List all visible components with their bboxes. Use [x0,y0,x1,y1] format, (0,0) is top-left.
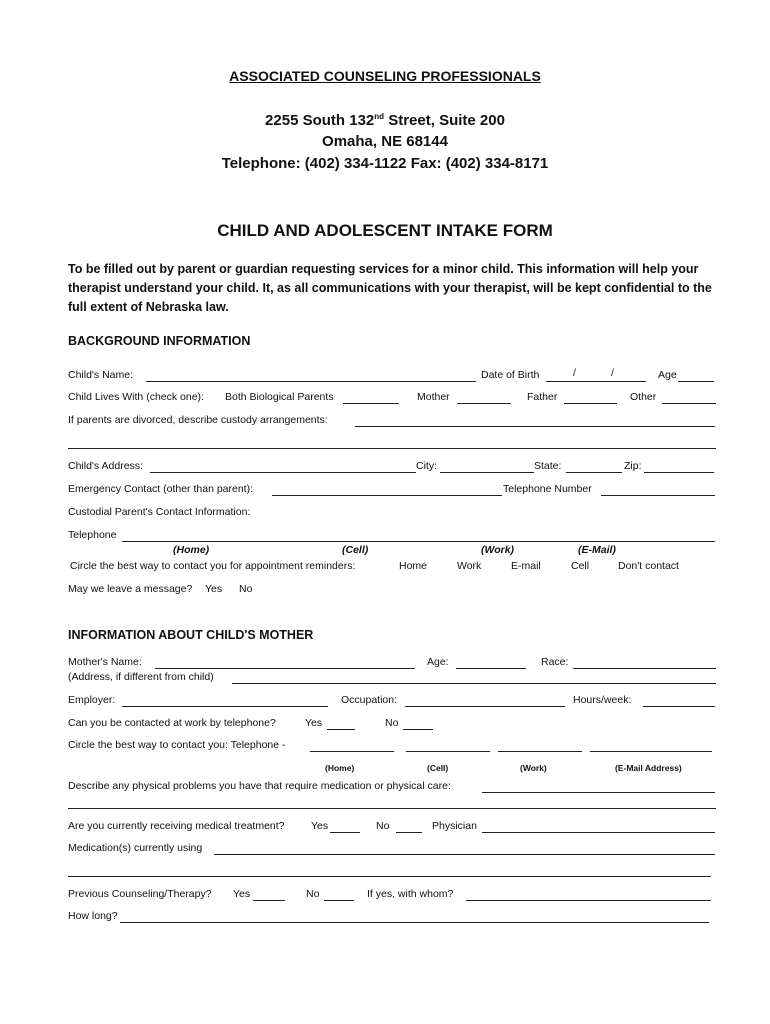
employer-field[interactable] [122,706,328,707]
mother-heading: INFORMATION ABOUT CHILD'S MOTHER [68,628,314,642]
medical-no-field[interactable] [396,832,422,833]
contact-work-no-field[interactable] [403,729,433,730]
contact-email-caption: (E-Mail Address) [615,763,682,773]
counseling-yes-field[interactable] [253,900,285,901]
contact-cell-field[interactable] [406,751,490,752]
medical-yes-field[interactable] [330,832,360,833]
work-caption: (Work) [481,544,515,556]
medical-yes-label: Yes [311,820,329,832]
mother-age-field[interactable] [456,668,526,669]
option-cell[interactable]: Cell [571,560,590,572]
circle-reminders-label: Circle the best way to contact you for appointment reminders: [70,560,356,572]
mother-label: Mother [417,391,450,403]
form-title: CHILD AND ADOLESCENT INTAKE FORM [217,221,553,240]
occupation-label: Occupation: [341,694,398,706]
mother-address-label: (Address, if different from child) [68,671,214,683]
dob-slash-1: / [573,367,576,379]
medications-label: Medication(s) currently using [68,842,203,854]
contact-home-caption: (Home) [325,763,355,773]
father-check[interactable] [564,403,617,404]
counseling-yes-label: Yes [233,888,251,900]
medications-field-2[interactable] [68,876,711,877]
childs-name-field[interactable] [146,381,476,382]
emergency-field[interactable] [272,495,502,496]
physician-field[interactable] [482,832,715,833]
zip-field[interactable] [644,472,714,473]
medical-label: Are you currently receiving medical treatment? [68,820,285,832]
cell-caption: (Cell) [342,544,369,556]
leave-msg-no[interactable]: No [239,583,253,595]
childs-name-label: Child's Name: [68,369,134,381]
mother-name-field[interactable] [155,668,415,669]
contact-cell-caption: (Cell) [427,763,449,773]
mother-age-label: Age: [427,656,449,668]
circle-best-label: Circle the best way to contact you: Telephone - [68,739,286,751]
medical-no-label: No [376,820,390,832]
with-whom-field[interactable] [466,900,711,901]
org-name: ASSOCIATED COUNSELING PROFESSIONALS [229,68,541,84]
other-check[interactable] [662,403,716,404]
org-street: 2255 South 132nd Street, Suite 200 [265,112,505,129]
physical-label: Describe any physical problems you have that require medication or physical care: [68,780,451,792]
option-work[interactable]: Work [457,560,482,572]
state-label: State: [534,460,562,472]
contact-work-field[interactable] [498,751,582,752]
contact-work-label: Can you be contacted at work by telephone? [68,717,276,729]
both-parents-check[interactable] [343,403,399,404]
contact-work-no-label: No [385,717,399,729]
how-long-label: How long? [68,910,118,922]
age-label: Age [658,369,677,381]
city-label: City: [416,460,437,472]
custody-label: If parents are divorced, describe custody arrangements: [68,414,328,426]
intro-text: To be filled out by parent or guardian requesting services for a minor child. This information will help your therapist understand your child. It, as all communications with your therapist, will be kept confidential to the full extent of Nebraska law. [68,262,712,314]
father-label: Father [527,391,558,403]
tel-number-label: Telephone Number [503,483,592,495]
occupation-field[interactable] [405,706,565,707]
background-heading: BACKGROUND INFORMATION [68,334,251,348]
how-long-field[interactable] [120,922,709,923]
dob-field[interactable] [546,381,646,382]
contact-work-yes-label: Yes [305,717,323,729]
counseling-no-label: No [306,888,320,900]
hours-label: Hours/week: [573,694,632,706]
contact-work-caption: (Work) [520,763,547,773]
physical-field-2[interactable] [68,808,716,809]
emergency-label: Emergency Contact (other than parent): [68,483,254,495]
age-field[interactable] [678,381,714,382]
lives-with-label: Child Lives With (check one): [68,391,204,403]
address-label: Child's Address: [68,460,143,472]
mother-race-label: Race: [541,656,569,668]
contact-home-field[interactable] [310,751,394,752]
option-email[interactable]: E-mail [511,560,541,572]
custody-field[interactable] [355,426,715,427]
physician-label: Physician [432,820,477,832]
mother-race-field[interactable] [573,668,716,669]
state-field[interactable] [566,472,622,473]
other-label: Other [630,391,657,403]
hours-field[interactable] [643,706,715,707]
mother-check[interactable] [457,403,511,404]
home-caption: (Home) [173,544,210,556]
physical-field[interactable] [482,792,715,793]
city-field[interactable] [440,472,534,473]
leave-msg-yes[interactable]: Yes [205,583,223,595]
dob-slash-2: / [611,367,614,379]
tel-number-field[interactable] [601,495,715,496]
dob-label: Date of Birth [481,369,540,381]
email-caption: (E-Mail) [578,544,616,556]
counseling-no-field[interactable] [324,900,354,901]
with-whom-label: If yes, with whom? [367,888,454,900]
contact-work-yes-field[interactable] [327,729,355,730]
option-dont-contact[interactable]: Don't contact [618,560,679,572]
mother-address-field[interactable] [232,683,716,684]
contact-email-field[interactable] [590,751,712,752]
org-city: Omaha, NE 68144 [322,133,448,150]
leave-msg-label: May we leave a message? [68,583,193,595]
employer-label: Employer: [68,694,116,706]
telephone-label: Telephone [68,529,117,541]
zip-label: Zip: [624,460,642,472]
address-field[interactable] [150,472,416,473]
org-phone: Telephone: (402) 334-1122 Fax: (402) 334-8171 [221,155,549,172]
medications-field[interactable] [214,854,715,855]
both-parents-label: Both Biological Parents [225,391,334,403]
custodial-phone-field[interactable] [122,541,715,542]
custodial-label: Custodial Parent's Contact Information: [68,506,251,518]
option-home[interactable]: Home [399,560,428,572]
custody-field-2[interactable] [68,448,716,449]
counseling-label: Previous Counseling/Therapy? [68,888,212,900]
mother-name-label: Mother's Name: [68,656,142,668]
